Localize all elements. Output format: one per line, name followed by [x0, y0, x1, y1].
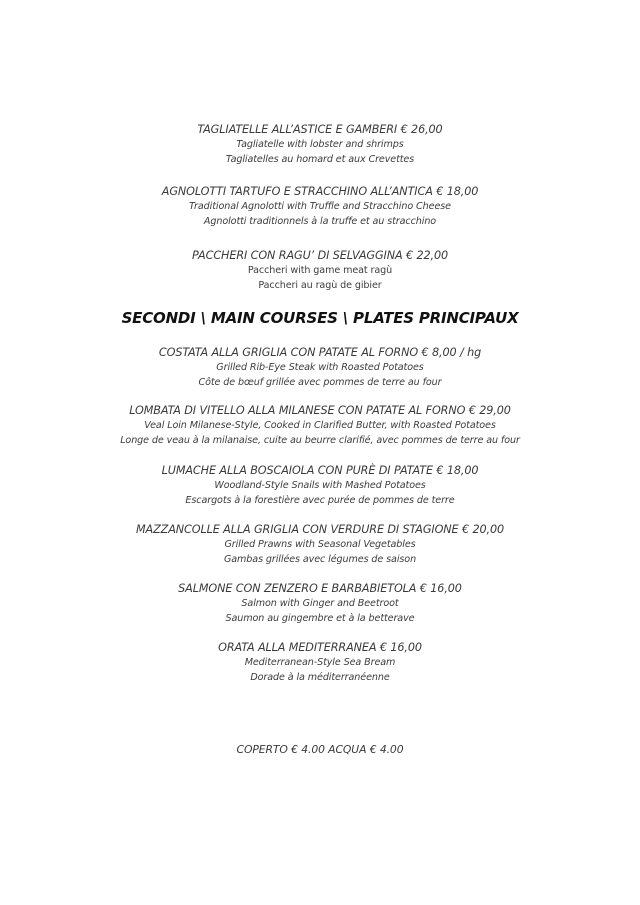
- dish-description-en: Tagliatelle with lobster and shrimps: [236, 139, 404, 150]
- dish-description-fr: Gambas grillées avec légumes de saison: [223, 554, 417, 565]
- dish-description-fr: Côte de bœuf grillée avec pommes de terre au four: [198, 377, 442, 388]
- menu-item-paccheri: [0, 248, 640, 293]
- menu-item-lumache: [0, 463, 640, 508]
- dish-description-en: Traditional Agnolotti with Truffle and Stracchino Cheese: [189, 201, 451, 212]
- dish-description-fr: Agnolotti traditionnels à la truffe et au stracchino: [203, 216, 437, 227]
- dish-description-en: Grilled Prawns with Seasonal Vegetables: [224, 539, 416, 550]
- menu-item-lombata: [0, 403, 640, 448]
- dish-description-fr: Saumon au gingembre et à la betterave: [225, 613, 415, 624]
- menu-item-orata: [0, 640, 640, 685]
- menu-item-salmone: [0, 581, 640, 626]
- dish-title: AGNOLOTTI TARTUFO E STRACCHINO ALL’ANTICA € 18,00: [161, 185, 479, 198]
- dish-description-fr: Escargots à la forestière avec purée de pommes de terre: [185, 495, 455, 506]
- cover-and-water-charge: COPERTO € 4.00 ACQUA € 4.00: [236, 743, 404, 756]
- menu-item-mazzancolle: [0, 522, 640, 567]
- menu-item-agnolotti: [0, 184, 640, 229]
- dish-title: TAGLIATELLE ALL’ASTICE E GAMBERI € 26,00: [197, 123, 443, 136]
- dish-description-en: Salmon with Ginger and Beetroot: [241, 598, 399, 609]
- dish-title: LOMBATA DI VITELLO ALLA MILANESE CON PATATE AL FORNO € 29,00: [129, 404, 511, 417]
- dish-description-fr: Paccheri au ragù de gibier: [258, 280, 382, 291]
- dish-title: SALMONE CON ZENZERO E BARBABIETOLA € 16,00: [178, 582, 462, 595]
- dish-description-en: Grilled Rib-Eye Steak with Roasted Potatoes: [216, 362, 424, 373]
- dish-description-en: Paccheri with game meat ragù: [247, 265, 393, 276]
- dish-title: LUMACHE ALLA BOSCAIOLA CON PURÈ DI PATATE € 18,00: [161, 464, 479, 477]
- dish-description-fr: Longe de veau à la milanaise, cuite au beurre clarifié, avec pommes de terre au four: [120, 435, 520, 446]
- dish-title: COSTATA ALLA GRIGLIA CON PATATE AL FORNO € 8,00 / hg: [158, 346, 482, 359]
- dish-description-en: Mediterranean-Style Sea Bream: [244, 657, 396, 668]
- menu-item-costata: [0, 345, 640, 390]
- menu-item-tagliatelle: [0, 122, 640, 167]
- dish-title: ORATA ALLA MEDITERRANEA € 16,00: [218, 641, 422, 654]
- dish-description-fr: Dorade à la méditerranéenne: [250, 672, 390, 683]
- dish-title: MAZZANCOLLE ALLA GRIGLIA CON VERDURE DI STAGIONE € 20,00: [136, 523, 504, 536]
- dish-description-en: Veal Loin Milanese-Style, Cooked in Clarified Butter, with Roasted Potatoes: [144, 420, 496, 431]
- dish-description-en: Woodland-Style Snails with Mashed Potatoes: [214, 480, 426, 491]
- dish-description-fr: Tagliatelles au homard et aux Crevettes: [225, 154, 415, 165]
- section-heading-main-courses: SECONDI \ MAIN COURSES \ PLATES PRINCIPAUX: [121, 309, 519, 327]
- dish-title: PACCHERI CON RAGU’ DI SELVAGGINA € 22,00: [191, 249, 449, 262]
